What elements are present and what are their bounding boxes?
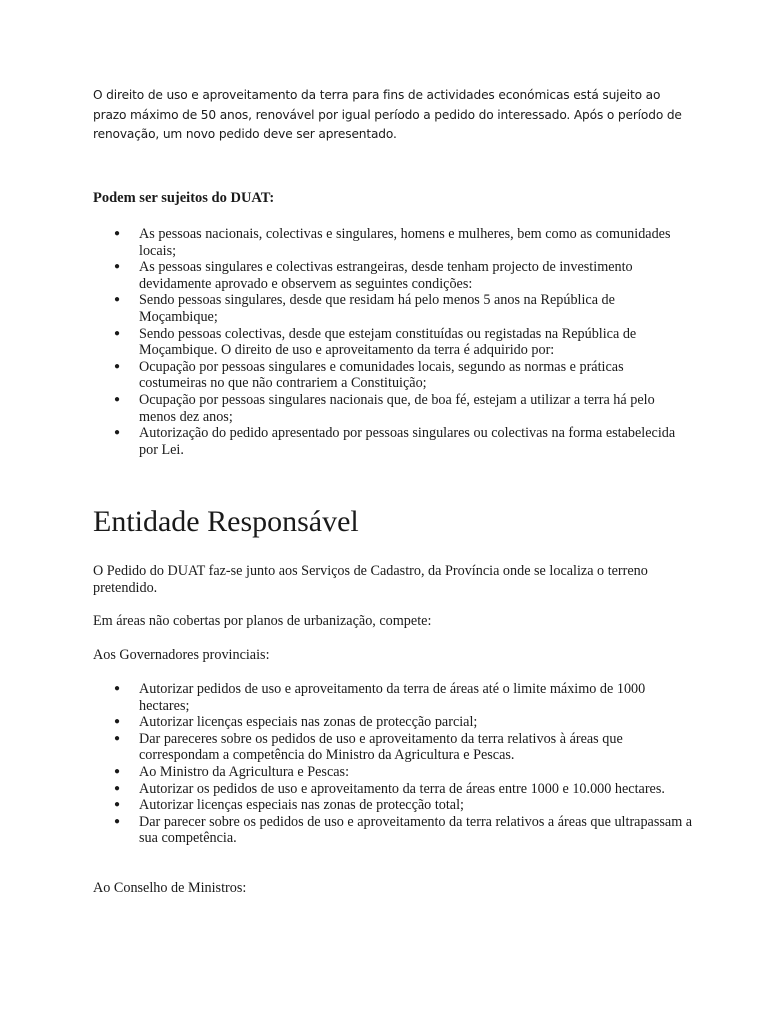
- bullet-icon: ●: [114, 360, 121, 372]
- list-item-text: Dar parecer sobre os pedidos de uso e aproveitamento da terra relativos a áreas que ultrapassam a sua competência.: [139, 813, 693, 847]
- list-item: [93, 326, 693, 359]
- list-item-text: Ocupação por pessoas singulares nacionais que, de boa fé, estejam a utilizar a terra há pelo menos dez anos;: [139, 391, 655, 425]
- list-item: [93, 681, 693, 714]
- list-item-text: Sendo pessoas singulares, desde que residam há pelo menos 5 anos na República de Moçambique;: [139, 292, 615, 325]
- list-item-text: As pessoas singulares e colectivas estrangeiras, desde tenham projecto de investimento devidamente aprovado e observem as seguintes condições:: [139, 259, 633, 292]
- bullet-icon: ●: [114, 716, 121, 728]
- paragraph-conselho: Ao Conselho de Ministros:: [93, 880, 247, 896]
- list-item-text: Autorização do pedido apresentado por pessoas singulares ou colectivas na forma estabelecida por Lei.: [139, 425, 676, 458]
- bullet-icon: ●: [114, 732, 121, 744]
- bullet-icon: ●: [114, 683, 121, 694]
- bullet-icon: ●: [114, 393, 121, 405]
- subjects-heading: Podem ser sujeitos do DUAT:: [93, 190, 275, 206]
- list-item: [93, 392, 693, 425]
- bullet-icon: ●: [114, 327, 121, 339]
- list-item-text: Autorizar licenças especiais nas zonas de protecção parcial;: [139, 714, 478, 731]
- list-item: [93, 781, 693, 798]
- list-item-text: Autorizar os pedidos de uso e aproveitamento da terra de áreas entre 1000 e 10.000 hectares.: [139, 780, 665, 797]
- subjects-list: [93, 226, 693, 458]
- bullet-icon: ●: [114, 228, 121, 239]
- list-item: [93, 764, 693, 781]
- list-item-text: Autorizar licenças especiais nas zonas de protecção total;: [139, 797, 464, 814]
- bullet-icon: ●: [114, 261, 121, 273]
- list-item-text: Ocupação por pessoas singulares e comunidades locais, segundo as normas e práticas costumeiras no que não contrariem a Constituição;: [139, 358, 624, 392]
- bullet-icon: ●: [114, 799, 121, 811]
- paragraph-governadores: Aos Governadores provinciais:: [93, 647, 270, 663]
- list-item-text: Ao Ministro da Agricultura e Pescas:: [139, 763, 350, 780]
- list-item: [93, 359, 693, 392]
- list-item: [93, 797, 693, 814]
- list-item: [93, 292, 693, 325]
- list-item: [93, 731, 693, 764]
- paragraph-areas: Em áreas não cobertas por planos de urbanização, compete:: [93, 613, 432, 629]
- bullet-icon: ●: [114, 765, 121, 777]
- intro-paragraph: O direito de uso e aproveitamento da terra para fins de actividades económicas está sujeito ao prazo máximo de 50 anos, renovável por igual período a pedido do interessado. Após o período de renovação, um novo pedido deve ser apresentado.: [93, 88, 682, 142]
- bullet-icon: ●: [114, 815, 121, 827]
- competence-list: [93, 681, 693, 847]
- bullet-icon: ●: [114, 427, 121, 439]
- bullet-icon: ●: [114, 294, 121, 306]
- list-item: [93, 259, 693, 292]
- list-item: [93, 714, 693, 731]
- list-item: [93, 226, 693, 259]
- list-item-text: As pessoas nacionais, colectivas e singulares, homens e mulheres, bem como as comunidades locais;: [139, 226, 671, 259]
- list-item-text: Dar pareceres sobre os pedidos de uso e aproveitamento da terra relativos à áreas que correspondam a competência do Ministro da Agricultura e Pescas.: [139, 730, 623, 764]
- list-item: [93, 425, 693, 458]
- list-item-text: Autorizar pedidos de uso e aproveitamento da terra de áreas até o limite máximo de 1000 hectares;: [139, 681, 646, 714]
- section-title: Entidade Responsável: [93, 505, 359, 538]
- list-item-text: Sendo pessoas colectivas, desde que estejam constituídas ou registadas na República de Moçambique. O direito de uso e aproveitamento da terra é adquirido por:: [139, 325, 637, 359]
- paragraph-cadastro: O Pedido do DUAT faz-se junto aos Serviços de Cadastro, da Província onde se localiza o terreno pretendido.: [93, 563, 648, 596]
- bullet-icon: ●: [114, 782, 121, 794]
- list-item: [93, 814, 693, 847]
